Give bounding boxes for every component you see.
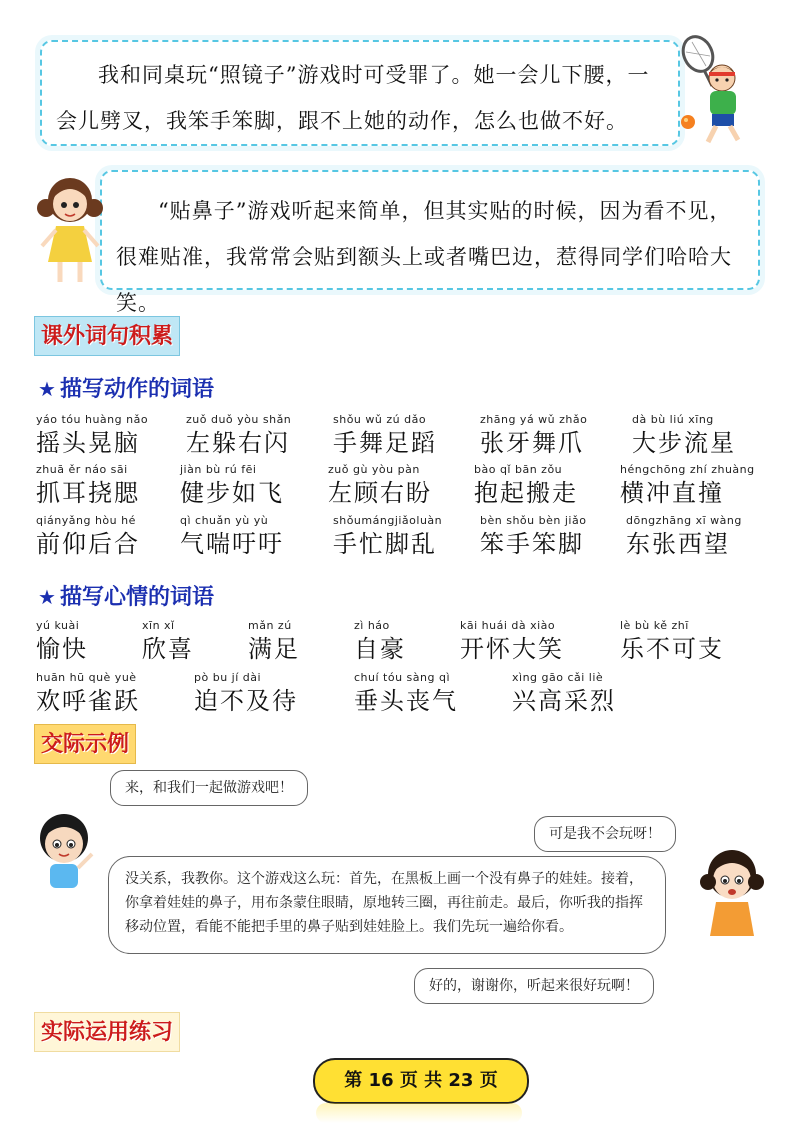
- mood-word: pò bu jí dài 迫不及待: [194, 671, 298, 715]
- mood-word: lè bù kě zhī 乐不可支: [620, 619, 724, 663]
- story-text-1: 我和同桌玩“照镜子”游戏时可受罪了。她一会儿下腰，一会儿劈叉，我笨手笨脚，跟不上她的动作，怎么也做不好。: [56, 63, 650, 133]
- mood-word: chuí tóu sàng qì 垂头丧气: [354, 671, 458, 715]
- mood-word: mǎn zú 满足: [248, 619, 300, 663]
- mood-word: yú kuài 愉快: [36, 619, 88, 663]
- boy-tennis-illustration: [672, 34, 762, 154]
- girl-illustration-2: [692, 840, 772, 940]
- story-box-2: [100, 170, 760, 315]
- subhead-action-words: [38, 372, 214, 403]
- speech-bubble-1: [110, 770, 308, 806]
- action-word: héngchōng zhí zhuàng 横冲直撞: [620, 463, 755, 507]
- page-indicator: 第 16 页 共 23 页: [313, 1058, 529, 1104]
- subhead-action-title: 描写动作的词语: [59, 377, 214, 402]
- speech-bubble-4: [414, 968, 654, 1004]
- action-word: qì chuǎn yù yù 气喘吁吁: [180, 514, 284, 558]
- action-word: yáo tóu huàng nǎo 摇头晃脑: [36, 413, 149, 457]
- subhead-mood-words: [38, 580, 214, 611]
- mood-word: huān hū què yuè 欢呼雀跃: [36, 671, 140, 715]
- section-header-example: 交际示例: [34, 724, 136, 764]
- action-word: shǒumángjiǎoluàn 手忙脚乱: [333, 514, 443, 558]
- action-word: zuǒ gù yòu pàn 左顾右盼: [328, 463, 432, 507]
- speech-text-3: 没关系，我教你。这个游戏这么玩：首先，在黑板上画一个没有鼻子的娃娃。接着，你拿着娃娃的鼻子，用布条蒙住眼睛，原地转三圈，再往前走。最后，你听我的指挥移动位置，看能不能把手里的鼻子贴到娃娃脸上。我们先玩一遍给你看。: [125, 871, 643, 935]
- action-word: dà bù liú xīng 大步流星: [632, 413, 736, 457]
- section-header-vocab: 课外词句积累: [34, 316, 180, 356]
- action-word: zuǒ duǒ yòu shǎn 左躲右闪: [186, 413, 292, 457]
- boy-illustration: [28, 806, 104, 890]
- speech-text-4: 好的，谢谢你，听起来很好玩啊！: [429, 978, 639, 994]
- action-word: bèn shǒu bèn jiǎo 笨手笨脚: [480, 514, 587, 558]
- girl-illustration: [30, 170, 110, 290]
- page-indicator-reflection: [316, 1103, 522, 1123]
- action-word: zhāng yá wǔ zhǎo 张牙舞爪: [480, 413, 588, 457]
- action-word: qiányǎng hòu hé 前仰后合: [36, 514, 140, 558]
- action-word: bào qǐ bān zǒu 抱起搬走: [474, 463, 578, 507]
- speech-text-2: 可是我不会玩呀！: [549, 826, 661, 842]
- speech-bubble-3: [108, 856, 666, 954]
- star-icon: ★: [38, 585, 56, 609]
- speech-bubble-2: [534, 816, 676, 852]
- speech-text-1: 来，和我们一起做游戏吧！: [125, 780, 293, 796]
- section-header-practice: 实际运用练习: [34, 1012, 180, 1052]
- story-text-2: “贴鼻子”游戏听起来简单，但其实贴的时候，因为看不见，很难贴准，我常常会贴到额头上或者嘴巴边，惹得同学们哈哈大笑。: [116, 199, 732, 315]
- subhead-mood-title: 描写心情的词语: [59, 585, 214, 610]
- mood-word: kāi huái dà xiào 开怀大笑: [460, 619, 564, 663]
- story-box-1: [40, 40, 680, 146]
- star-icon: ★: [38, 377, 56, 401]
- mood-word: zì háo 自豪: [354, 619, 406, 663]
- action-word: dōngzhāng xī wàng 东张西望: [626, 514, 742, 558]
- mood-word: xīn xǐ 欣喜: [142, 619, 194, 663]
- action-word: jiàn bù rú fēi 健步如飞: [180, 463, 284, 507]
- mood-word: xìng gāo cǎi liè 兴高采烈: [512, 671, 616, 715]
- action-word: zhuā ěr náo sāi 抓耳挠腮: [36, 463, 140, 507]
- action-word: shǒu wǔ zú dǎo 手舞足蹈: [333, 413, 437, 457]
